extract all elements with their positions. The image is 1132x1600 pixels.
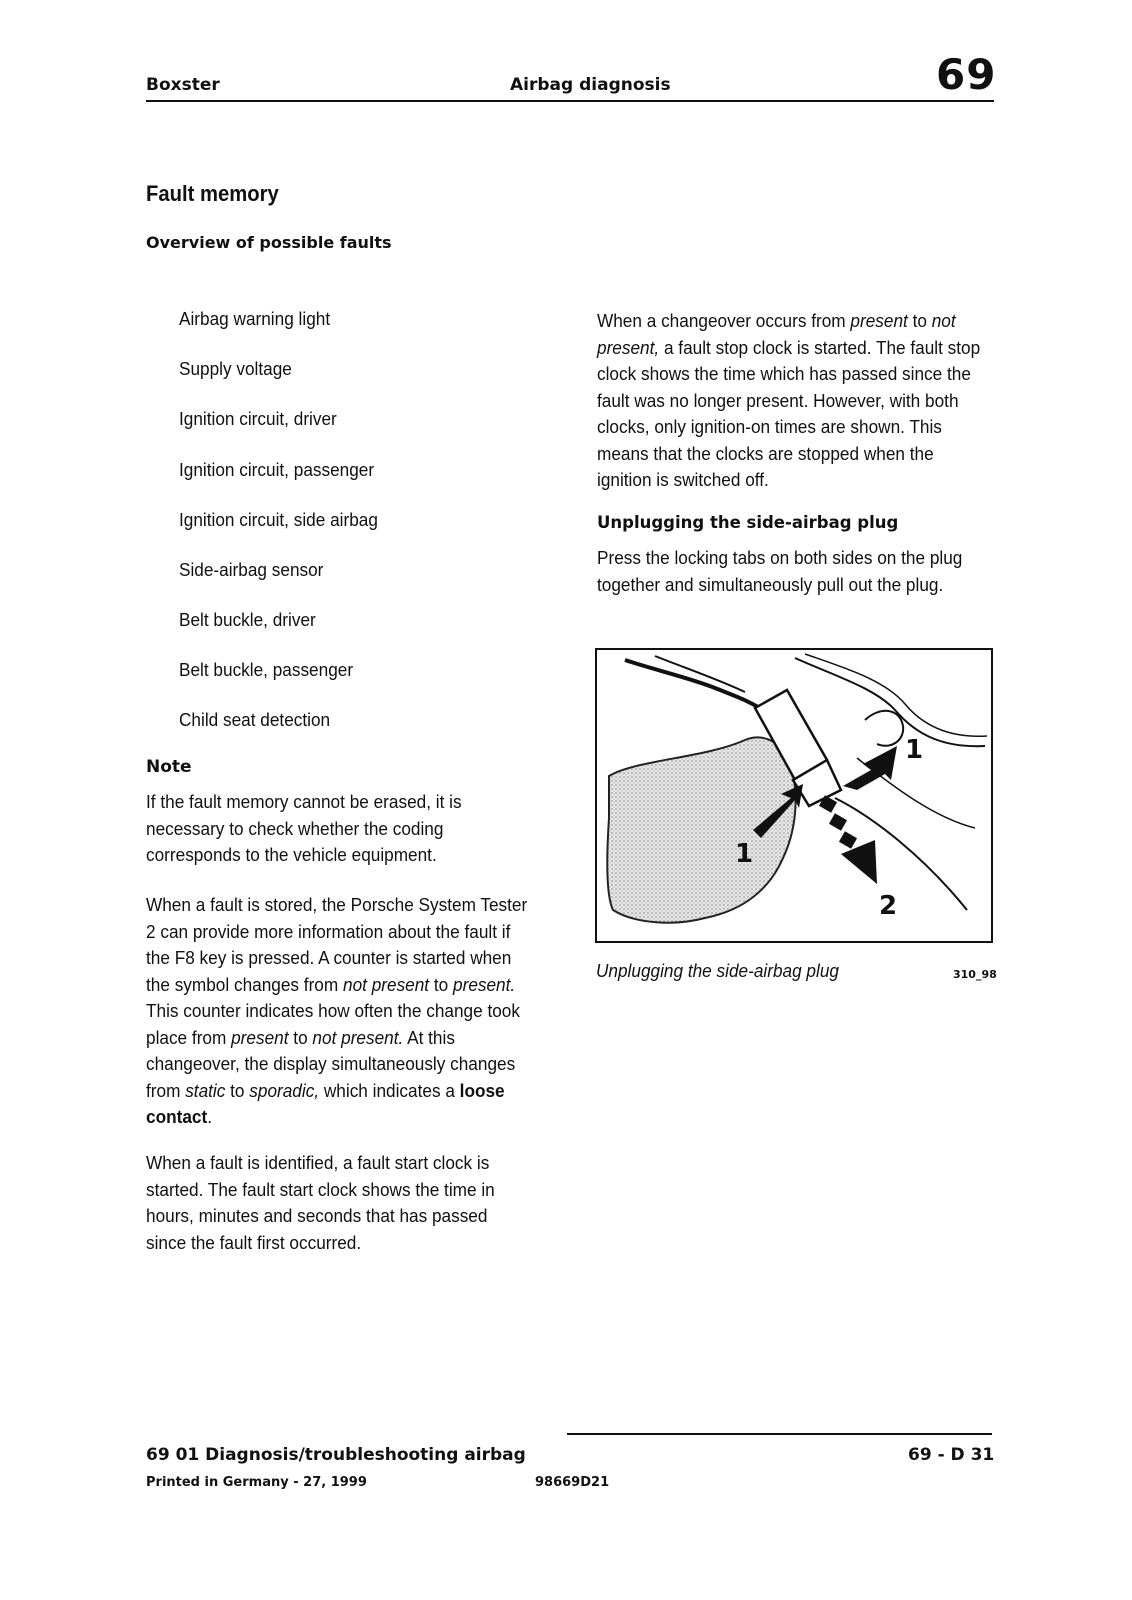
footer-rule bbox=[567, 1433, 992, 1435]
figure-side-airbag-plug bbox=[595, 648, 993, 943]
fault-item-ignition-passenger: Ignition circuit, passenger bbox=[179, 459, 375, 480]
footer-code: 98669D21 bbox=[535, 1475, 610, 1490]
figure-label-1-left: 1 bbox=[735, 839, 754, 869]
figure-label-1-right: 1 bbox=[905, 735, 924, 765]
fault-item-side-airbag-sensor: Side-airbag sensor bbox=[179, 559, 324, 580]
fault-item-belt-buckle-passenger: Belt buckle, passenger bbox=[179, 659, 354, 680]
paragraph-fault-identified: When a fault is identified, a fault start clock is started. The fault start clock shows the time in hours, minutes and seconds that has passed since the fault first occurred. bbox=[146, 1152, 495, 1253]
header-center: Airbag diagnosis bbox=[510, 75, 671, 95]
page-title: Fault memory bbox=[146, 181, 279, 206]
unplug-text: Press the locking tabs on both sides on the plug together and simultaneously pull out the plug. bbox=[597, 547, 963, 595]
unplug-heading: Unplugging the side-airbag plug bbox=[597, 513, 899, 532]
fault-item-supply-voltage: Supply voltage bbox=[179, 358, 292, 379]
figure-ref: 310_98 bbox=[953, 968, 997, 981]
header-rule bbox=[146, 100, 994, 102]
footer-printed: Printed in Germany - 27, 1999 bbox=[146, 1475, 367, 1490]
fault-item-warning-light: Airbag warning light bbox=[179, 308, 331, 329]
fault-item-child-seat: Child seat detection bbox=[179, 709, 331, 730]
paragraph-changeover: When a changeover occurs from present to not present, a fault stop clock is started. The fault stop clock shows the time which has passed since the fault was no longer present. However, with both clocks, only ignition-on times are shown. This means that the clocks are stopped when the ignition is switched off. bbox=[597, 310, 981, 490]
header-left: Boxster bbox=[146, 75, 220, 95]
figure-label-2: 2 bbox=[879, 891, 898, 921]
fault-item-ignition-side-airbag: Ignition circuit, side airbag bbox=[179, 509, 378, 530]
paragraph-fault-stored: When a fault is stored, the Porsche System Tester 2 can provide more information about the fault if the F8 key is pressed. A counter is started when the symbol changes from not present to present. This counter indicates how often the change took place from present to not present. At this changeover, the display simultaneously changes from static to sporadic, which indicates a loose contact. bbox=[146, 894, 528, 1127]
page-subtitle: Overview of possible faults bbox=[146, 233, 392, 252]
note-text: If the fault memory cannot be erased, it is necessary to check whether the coding corresponds to the vehicle equipment. bbox=[146, 791, 462, 865]
chapter-number: 69 bbox=[936, 50, 997, 99]
fault-item-ignition-driver: Ignition circuit, driver bbox=[179, 408, 337, 429]
fault-item-belt-buckle-driver: Belt buckle, driver bbox=[179, 609, 316, 630]
footer-page-number: 69 - D 31 bbox=[908, 1445, 995, 1465]
footer-section: 69 01 Diagnosis/troubleshooting airbag bbox=[146, 1445, 526, 1465]
note-heading: Note bbox=[146, 757, 192, 777]
figure-caption: Unplugging the side-airbag plug bbox=[596, 960, 839, 981]
